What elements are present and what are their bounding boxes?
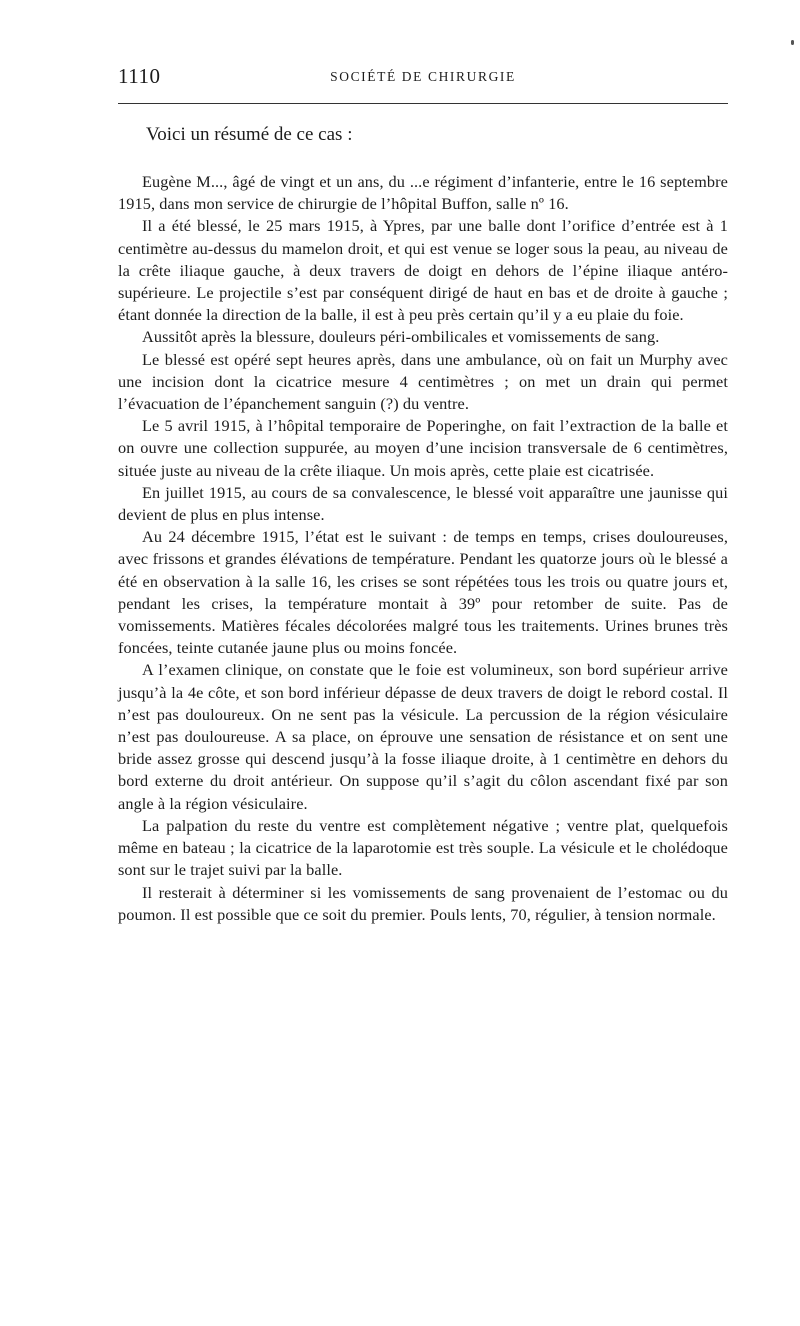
- paragraph: Il a été blessé, le 25 mars 1915, à Ypres, par une balle dont l’orifice d’entrée est à 1 centimètre au-dessus du mamelon droit, et qui est venue se loger sous la peau, au niveau de la crête iliaque gauche, à deux travers de doigt en dehors de l’épine iliaque antéro-supérieure. Le projectile s’est par conséquent dirigé de haut en bas et de droite à gauche ; étant donnée la direction de la balle, il est à peu près certain qu’il y a eu plaie du foie.: [118, 216, 728, 325]
- intro-line: Voici un résumé de ce cas :: [146, 124, 353, 145]
- ink-speck: [791, 40, 794, 45]
- paragraph: Eugène M..., âgé de vingt et un ans, du ...e régiment d’infanterie, entre le 16 septembre 1915, dans mon service de chirurgie de l’hôpital Buffon, salle nº 16.: [118, 172, 728, 214]
- page-header: [118, 64, 728, 92]
- paragraph: A l’examen clinique, on constate que le foie est volumineux, son bord supérieur arrive jusqu’à la 4e côte, et son bord inférieur dépasse de deux travers de doigt le rebord costal. Il n’est pas douloureux. On ne sent pas la vésicule. La percussion de la région vésiculaire n’est pas douloureuse. A sa place, on éprouve une sensation de résistance et on sent une bride assez grosse qui descend jusqu’à la fosse iliaque droite, à 1 centimètre en dehors du bord externe du droit antérieur. On suppose qu’il s’agit du côlon ascendant fixé par son angle à la région vésiculaire.: [118, 660, 728, 813]
- header-rule: [118, 103, 728, 104]
- paragraph: Au 24 décembre 1915, l’état est le suivant : de temps en temps, crises douloureuses, avec frissons et grandes élévations de température. Pendant les quatorze jours où le blessé a été en observation à la salle 16, les crises se sont répétées tous les trois ou quatre jours et, pendant les crises, la température montait à 39º pour retomber de suite. Pas de vomissements. Matières fécales décolorées malgré tous les traitements. Urines brunes très foncées, teinte cutanée jaune plus ou moins foncée.: [118, 527, 728, 658]
- body-text: [118, 171, 728, 926]
- paragraph: Le blessé est opéré sept heures après, dans une ambulance, où on fait un Murphy avec une incision dont la cicatrice mesure 4 centimètres ; on met un drain qui permet l’évacuation de l’épanchement sanguin (?) du ventre.: [118, 349, 728, 414]
- running-title: SOCIÉTÉ DE CHIRURGIE: [330, 69, 516, 84]
- paragraph: Il resterait à déterminer si les vomissements de sang provenaient de l’estomac ou du poumon. Il est possible que ce soit du premier. Pouls lents, 70, régulier, à tension normale.: [118, 882, 728, 924]
- paragraph: En juillet 1915, au cours de sa convalescence, le blessé voit apparaître une jaunisse qui devient de plus en plus intense.: [118, 482, 728, 525]
- page-number: 1110: [118, 64, 161, 88]
- paragraph: Le 5 avril 1915, à l’hôpital temporaire de Poperinghe, on fait l’extraction de la balle et on ouvre une collection suppurée, au moyen d’une incision transversale de 6 centimètres, située juste au niveau de la crête iliaque. Un mois après, cette plaie est cicatrisée.: [118, 416, 728, 480]
- paragraph: Aussitôt après la blessure, douleurs péri-ombilicales et vomissements de sang.: [142, 327, 660, 347]
- paragraph: La palpation du reste du ventre est complètement négative ; ventre plat, quelquefois même en bateau ; la cicatrice de la laparotomie est très souple. La vésicule et le cholédoque sont sur le trajet suivi par la balle.: [118, 815, 728, 880]
